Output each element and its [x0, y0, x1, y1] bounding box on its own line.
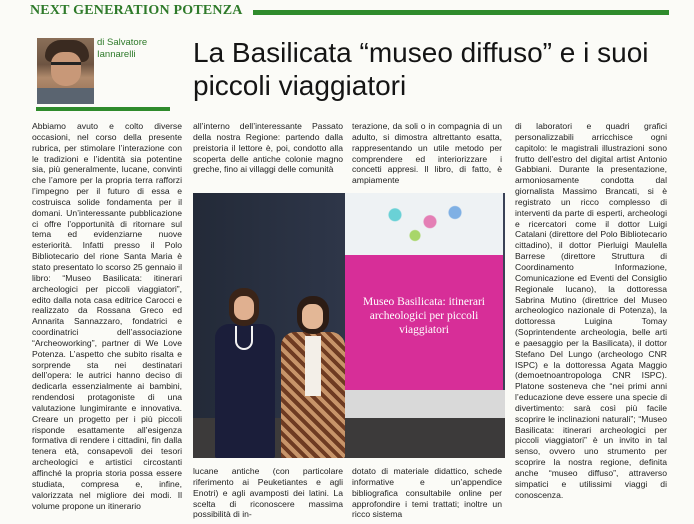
article-column-1: Abbiamo avuto e colto diverse occasioni, nel corso della presente rubrica, per stimolare l’interazione con le tradizioni e l’identità sia potentine sia, più generalmente, lucane, convinti che l’amore per la propria terra rafforzi l’impegno per il futuro di essa e costruisca solide fondamenta per il domani. Un’interessante pubblicazione ci offre l’opportunità di ritornare sul tema ed evidenziarne nuove esteriorità. Infatti presso il Polo Bibliotecario del rione Santa Maria è stato presentato lo scorso 25 gennaio il libro: “Museo Basilicata: itinerari archeologici per piccoli viaggiatori”, edito dalla nota casa editrice Carocci e realizzato da Rossana Greco ed Annarita Sannazzaro, fondatrici e coordinatrici dell’associazione “Archeoworking”, partner di We Love Potenza. L’aspetto che subito risalta e sorprende sta nei destinatari dell’opera: le autrici hanno deciso di dedicarla essenzialmente ai bambini, rendendosi protagoniste di una valutazione lungimirante e innovativa. Creare un progetto per i più piccoli risponde esattamente all’esigenza formativa di rendere i cittadini, fin dalla tenera età, consapevoli dei tesori archeologici e artistici circostanti affinché la propria storia possa essere studiata, compresa e, infine, valorizzata nel migliore dei modi. Il volume propone un itinerario	[32, 121, 182, 511]
poster-title: Museo Basilicata: itinerari archeologici per piccoli viaggiatori	[363, 296, 485, 336]
author-photo	[37, 38, 94, 104]
article-photo	[193, 193, 505, 458]
article-column-2-bottom: lucane antiche (con particolare riferimento ai Peuketiantes e agli Enotri) e agli avamposti dei latini. La scelta di riconoscere massima possibilità di in-	[193, 466, 343, 520]
header-rule	[253, 10, 669, 15]
article-column-3-bottom: dotato di materiale didattico, schede informative e un’appendice bibliografica consultabile online per approfondire i temi trattati; inoltre un ricco sistema	[352, 466, 502, 520]
article-column-2-top: all’interno dell’interessante Passato della nostra Regione: partendo dalla preistoria il lettore è, poi, condotto alla scoperta delle antiche colonie magno greche, fino ai villaggi delle comunità	[193, 121, 343, 175]
article-headline: La Basilicata “museo diffuso” e i suoi piccoli viaggiatori	[193, 37, 649, 101]
section-label: NEXT GENERATION POTENZA	[30, 3, 243, 18]
author-rule	[36, 107, 170, 111]
article-column-4: di laboratori e quadri grafici personalizzabili arricchisce ogni capitolo: le magistrali illustrazioni sono frutto dell’estro del digital artist Antonio Gabbiani. Durante la presentazione, armoniosamente condotta dal giornalista Massimo Brancati, si è registrato un ricco complesso di interventi da parte di esperti, archeologi e ricercatori come il dottor Luigi Catalani (direttore del Polo Bibliotecario cittadino), il dottor Pierluigi Maulella Barrese (direttore Struttura di Coordinamento Informazione, Comunicazione ed Eventi del Consiglio Regionale lucano), la dottoressa Sabrina Mutino (direttrice del Museo archeologico nazionale di Potenza), la dottoressa Luigina Tomay (Soprintendente archeologia, belle arti e paesaggio per la Basilicata), il dottor Stefano Del Lungo (archeologo CNR ISPC) e la dottoressa Agata Maggio (demoetnoantropologa CNR ISPC). Platone sosteneva che “nei primi anni l’educazione deve essere una specie di divertimento: sarà così più facile scoprire le inclinazioni naturali”; “Museo Basilicata: itinerari archeologici per piccoli viaggiatori” è un invito in tal senso, ovvero uno strumento per scoprire la nostra regione, definita anche “museo diffuso”, attraverso simpatici e utilissimi viaggi di conoscenza.	[515, 121, 667, 500]
article-column-3-top: terazione, da soli o in compagnia di un adulto, si dimostra altrettanto esatta, rappresentando un utile metodo per comprendere ed interiorizzare i concetti appresi. Il libro, di fatto, è ampiamente	[352, 121, 502, 186]
author-byline: di Salvatore Iannarelli	[97, 37, 148, 60]
person-left	[215, 288, 275, 458]
person-right	[281, 296, 345, 458]
